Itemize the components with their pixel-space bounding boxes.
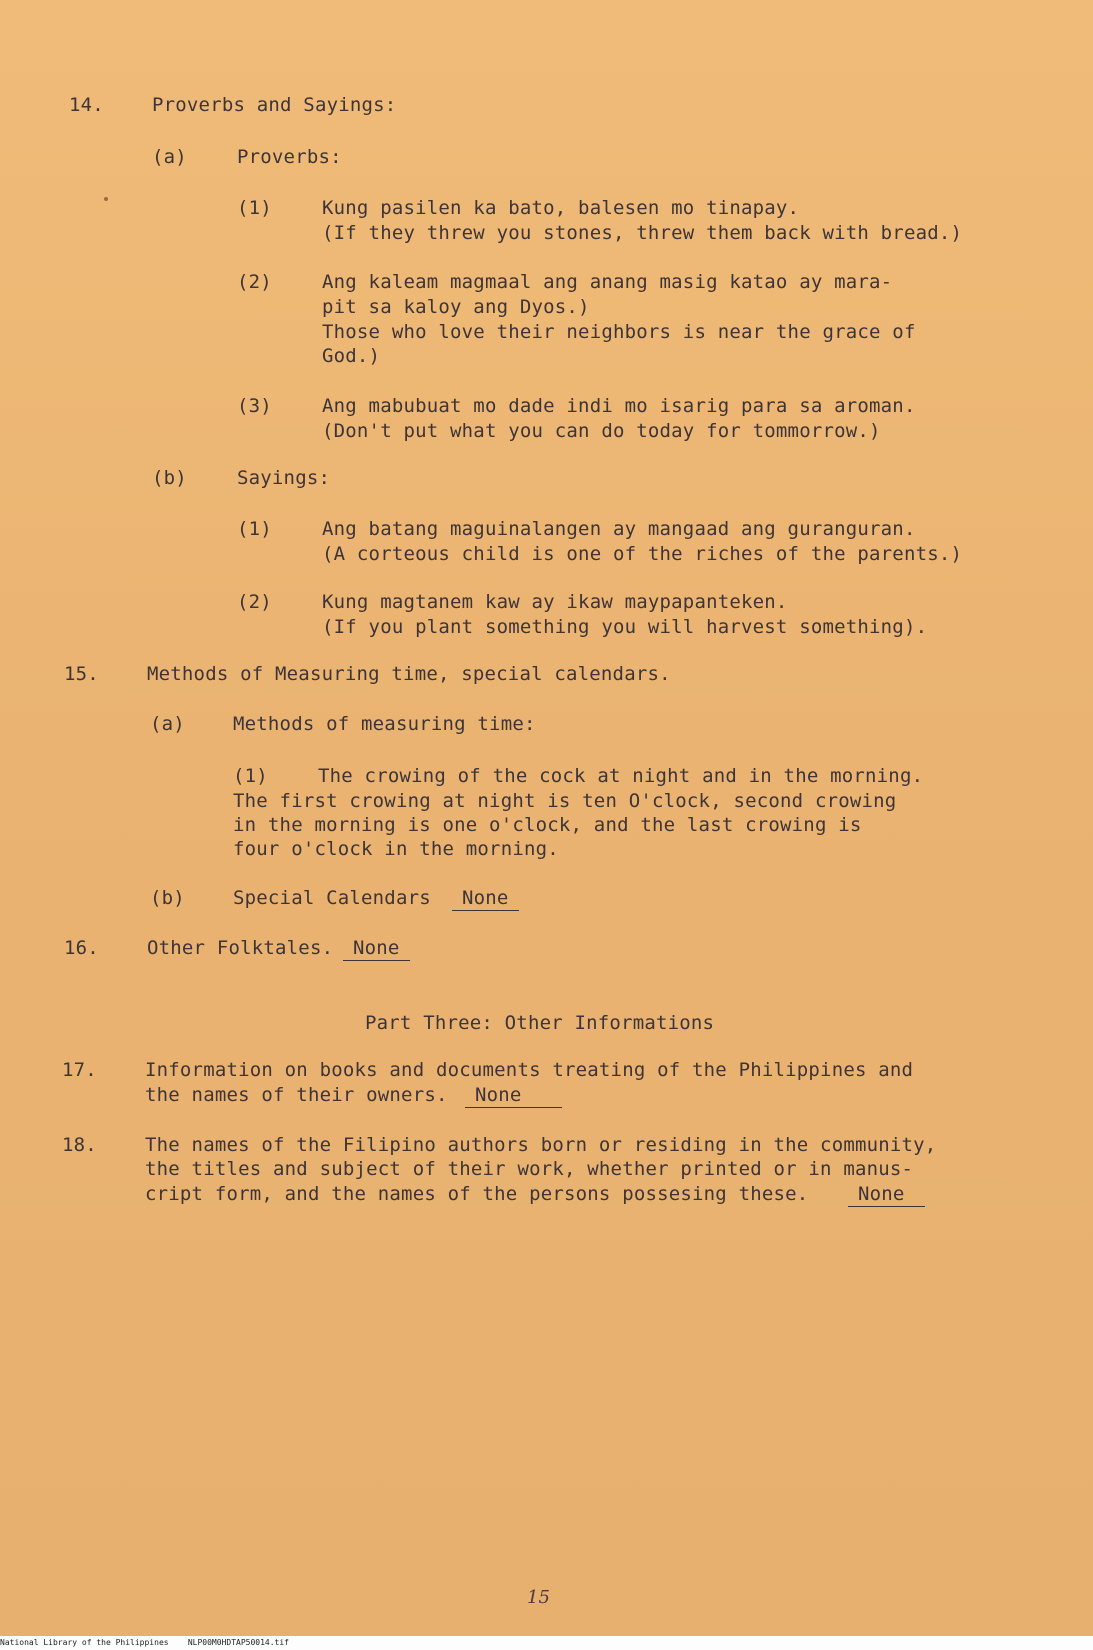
saying-2-line-1: Kung magtanem kaw ay ikaw maypapanteken.	[322, 591, 788, 613]
method-1-line-4: four o'clock in the morning.	[233, 838, 559, 860]
section-15b-title: Special Calendars	[233, 887, 431, 909]
saying-1-number: (1)	[237, 518, 272, 540]
saying-2-line-2: (If you plant something you will harvest something).	[322, 616, 928, 638]
section-14a-label: (a)	[152, 146, 187, 168]
section-17-value-wrap	[465, 1083, 562, 1108]
proverb-2-line-3: Those who love their neighbors is near the grace of	[322, 321, 916, 343]
proverb-3-line-2: (Don't put what you can do today for tommorrow.)	[322, 420, 881, 442]
method-1-number: (1)	[233, 765, 268, 787]
section-14b-label: (b)	[152, 467, 187, 489]
page-number: 15	[527, 1587, 550, 1608]
section-18-value-wrap	[848, 1182, 925, 1207]
section-17-number: 17.	[62, 1059, 97, 1081]
section-16-value: None	[343, 937, 410, 961]
section-17-value: None	[465, 1084, 562, 1108]
proverb-3-number: (3)	[237, 395, 272, 417]
section-14b-title: Sayings:	[237, 467, 331, 489]
proverb-2-number: (2)	[237, 271, 272, 293]
section-15-title: Methods of Measuring time, special calendars.	[147, 663, 671, 685]
section-18-line-3: cript form, and the names of the persons possesing these.	[145, 1183, 809, 1205]
section-18-value: None	[848, 1183, 925, 1207]
section-18-line-2: the titles and subject of their work, whether printed or in manus-	[145, 1158, 914, 1180]
method-1-line-3: in the morning is one o'clock, and the last crowing is	[233, 814, 862, 836]
saying-1-line-2: (A corteous child is one of the riches of the parents.)	[322, 543, 963, 565]
section-16-value-wrap	[343, 936, 410, 961]
footer-file: NLP00M0HDTAP50014.tif	[187, 1638, 289, 1647]
saying-2-number: (2)	[237, 591, 272, 613]
proverb-1-line-2: (If they threw you stones, threw them back with bread.)	[322, 222, 963, 244]
footer-library: National Library of the Philippines	[0, 1638, 169, 1647]
proverb-1-number: (1)	[237, 197, 272, 219]
proverb-3-line-1: Ang mabubuat mo dade indi mo isarig para sa aroman.	[322, 395, 916, 417]
paper-speck	[104, 197, 108, 201]
section-15a-title: Methods of measuring time:	[233, 713, 536, 735]
section-16-number: 16.	[64, 937, 99, 959]
section-18-number: 18.	[62, 1134, 97, 1156]
section-14a-title: Proverbs:	[237, 146, 342, 168]
section-15a-label: (a)	[150, 713, 185, 735]
method-1-line-2: The first crowing at night is ten O'clock, second crowing	[233, 790, 897, 812]
proverb-2-line-1: Ang kaleam magmaal ang anang masig katao ay mara-	[322, 271, 893, 293]
section-17-line-2: the names of their owners.	[145, 1084, 448, 1106]
section-17-line-1: Information on books and documents treating of the Philippines and	[145, 1059, 914, 1081]
scan-footer	[0, 1636, 1093, 1650]
section-15b-value: None	[452, 887, 519, 911]
method-1-line-1: The crowing of the cock at night and in the morning.	[318, 765, 924, 787]
section-14-number: 14.	[69, 94, 104, 116]
section-18-line-1: The names of the Filipino authors born or residing in the community,	[145, 1134, 937, 1156]
section-15-number: 15.	[64, 663, 99, 685]
proverb-1-line-1: Kung pasilen ka bato, balesen mo tinapay.	[322, 197, 800, 219]
section-16-title: Other Folktales.	[147, 937, 334, 959]
saying-1-line-1: Ang batang maguinalangen ay mangaad ang guranguran.	[322, 518, 916, 540]
proverb-2-line-2: pit sa kaloy ang Dyos.)	[322, 296, 590, 318]
section-15b-label: (b)	[150, 887, 185, 909]
section-14-title: Proverbs and Sayings:	[152, 94, 397, 116]
section-15b-value-wrap	[452, 886, 519, 911]
part-three-heading: Part Three: Other Informations	[365, 1012, 715, 1034]
proverb-2-line-4: God.)	[322, 345, 381, 367]
